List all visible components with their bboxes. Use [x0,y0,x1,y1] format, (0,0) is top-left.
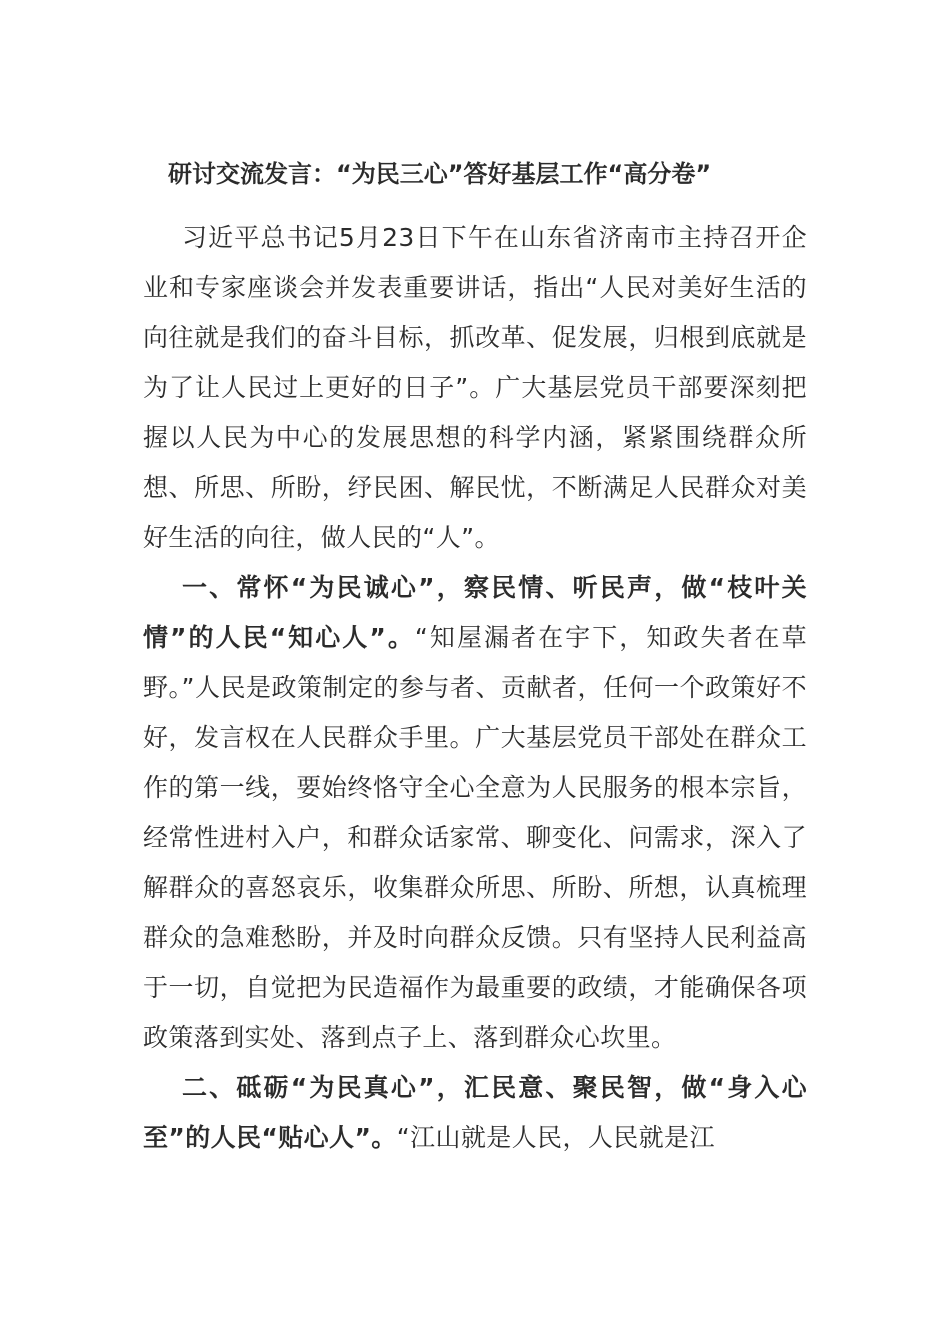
section-heading: 一、常怀“为民诚心”，察民情、听民声，做“枝叶关情”的人民“知心人”。 [143,573,807,652]
section-heading: 二、砥砺“为民真心”，汇民意、聚民智，做“身入心至”的人民“贴心人”。 [143,1073,807,1152]
paragraph-intro [143,213,807,563]
paragraph-text: 习近平总书记5月23日下午在山东省济南市主持召开企业和专家座谈会并发表重要讲话，指出“人民对美好生活的向往就是我们的奋斗目标，抓改革、促发展，归根到底就是为了让人民过上更好的日子”。广大基层党员干部要深刻把握以人民为中心的发展思想的科学内涵，紧紧围绕群众所想、所思、所盼，纾民困、解民忧，不断满足人民群众对美好生活的向往，做人民的“人”。 [143,223,807,552]
paragraph-section-1 [143,563,807,1063]
document-body [143,213,807,1163]
paragraph-text: “知屋漏者在宇下，知政失者在草野。”人民是政策制定的参与者、贡献者，任何一个政策好不好，发言权在人民群众手里。广大基层党员干部处在群众工作的第一线，要始终恪守全心全意为人民服务的根本宗旨，经常性进村入户，和群众话家常、聊变化、问需求，深入了解群众的喜怒哀乐，收集群众所思、所盼、所想，认真梳理群众的急难愁盼，并及时向群众反馈。只有坚持人民利益高于一切，自觉把为民造福作为最重要的政绩，才能确保各项政策落到实处、落到点子上、落到群众心坎里。 [143,623,807,1052]
paragraph-section-2 [143,1063,807,1163]
paragraph-text: “江山就是人民，人民就是江 [396,1123,715,1152]
document-title: 研讨交流发言：“为民三心”答好基层工作“高分卷” [168,160,712,188]
